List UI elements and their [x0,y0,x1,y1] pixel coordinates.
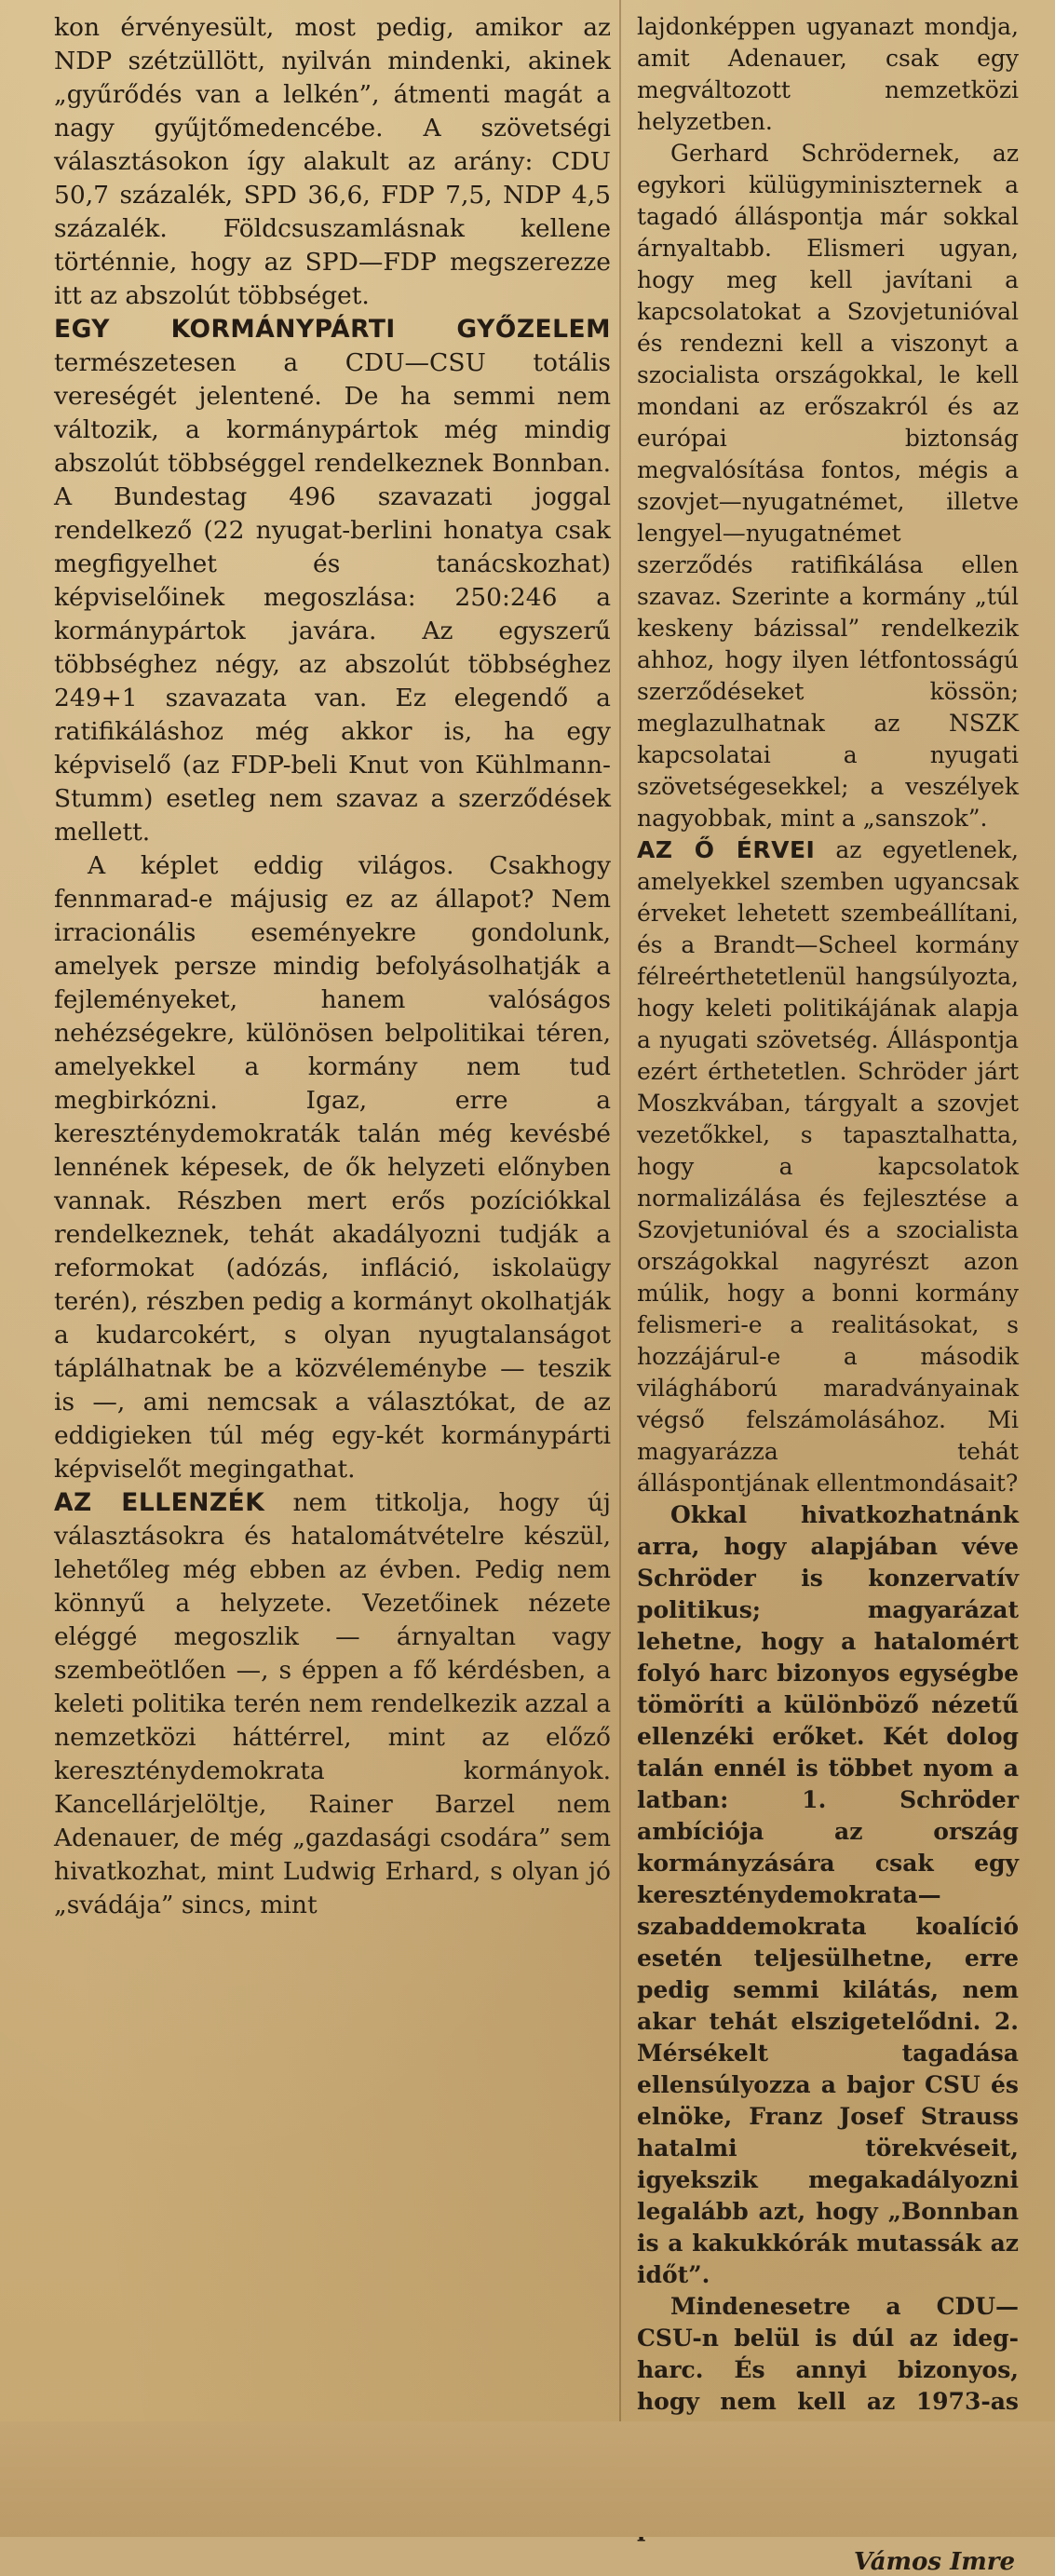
right-paragraph-3 [637,834,1019,1499]
left-paragraph-1-text: kon érvényesült, most pedig, amikor az NDP szétzüllött, nyilván mindenki, akinek „gyűrődés van a lelkén”, átmenti magát a nagy gyűjtőmedencébe. A szövetségi választásokon így alakult az arány: CDU 50,7 százalék, SPD 36,6, FDP 7,5, NDP 4,5 százalék. Földcsuszamlásnak kellene történnie, hogy az SPD—FDP megszerezze itt az abszolút többséget. [54,13,611,310]
left-paragraph-4-text: nem titkolja, hogy új választásokra és hatalomátvételre készül, lehetőleg még ebben az évben. Pedig nem könnyű a helyzete. Vezetőinek nézete eléggé megoszlik — árnyaltan vagy szembeötlően —, s éppen a fő kérdésben, a keleti politika terén nem rendelkezik azzal a nemzetközi háttérrel, mint az előző kereszténydemokrata kormányok. Kancellárjelöltje, Rainer Barzel nem Adenauer, de még „gazdasági csodára” sem hivatkozhat, mint Ludwig Erhard, s olyan jó „svádája” sincs, mint [54,1488,611,1919]
left-paragraph-4 [54,1486,611,1922]
subhead-az-ellenzek: AZ ELLENZÉK [54,1488,265,1517]
subhead-egy-kormanyparti: EGY KORMÁNYPÁRTI GYŐZELEM [54,315,611,344]
left-paragraph-2 [54,313,611,849]
left-paragraph-3 [54,849,611,1486]
paper-bottom-margin [0,2421,1055,2537]
right-paragraph-4 [637,1499,1019,2291]
left-paragraph-1 [54,11,611,313]
right-paragraph-1-text: lajdonképpen ugyanazt mondja, amit Adenauer, csak egy megváltozott nemzetközi helyzetben. [637,13,1019,135]
subhead-az-o-ervei: AZ Ő ÉRVEI [637,836,816,863]
left-paragraph-2-text: természetesen a CDU—CSU totális vereségét jelentené. De ha semmi nem változik, a kormánypártok még mindig abszolút többséggel rendelkeznek Bonnban. A Bundestag 496 szavazati joggal rendelkező (22 nyugat-berlini honatya csak megfigyelhet és tanácskozhat) képviselőinek megoszlása: 250:246 a kormánypártok javára. Az egyszerű többséghez négy, az abszolút többséghez 249+1 szavazata van. Ez elegendő a ratifikáláshoz még akkor is, ha egy képviselő (az FDP-beli Knut von Kühlmann-Stumm) esetleg nem szavaz a szerződések mellett. [54,348,611,847]
column-fold-line [619,0,621,2537]
right-paragraph-3-text: az egyetlenek, amelyekkel szemben ugyancsak érveket lehetett szembeállítani, és a Brandt—Scheel kormány félreérthetetlenül hangsúlyozta, hogy keleti politikájának alapja a nyugati szövetség. Álláspontja ezért érthetetlen. Schröder járt Moszkvában, tárgyalt a szovjet vezetőkkel, s tapasztalhatta, hogy a kapcsolatok normalizálása és fejlesztése a Szovjetunióval és a szocialista országokkal nagyrészt azon múlik, hogy a bonni kormány felismeri-e a realitásokat, s hozzájárul-e a második világháború maradványainak végső felszámolásához. Mi magyarázza tehát álláspontjának ellentmondásait? [637,836,1019,1497]
right-paragraph-2-text: Gerhard Schrödernek, az egykori külügyminiszternek a tagadó álláspontja már sokkal árnyaltabb. Elismeri ugyan, hogy meg kell javítani a kapcsolatokat a Szovjetunióval és rendezni kell a viszonyt a szocialista országokkal, le kell mondani az erőszakról és az európai biztonság megvalósítása fontos, mégis a szovjet—nyugatnémet, illetve lengyel—nyugatnémet szerződés ratifikálása ellen szavaz. Szerinte a kormány „túl keskeny bázissal” rendelkezik ahhoz, hogy ilyen létfontosságú szerződéseket kössön; meglazulhatnak az NSZK kapcsolatai a nyugati szövetségesekkel; a veszélyek nagyobbak, mint a „sanszok”. [637,140,1019,832]
right-paragraph-4-text: Okkal hivatkozhatnánk arra, hogy alapjában véve Schröder is konzervatív politikus; magyarázat lehetne, hogy a hatalomért folyó harc bizonyos egységbe tömöríti a különböző nézetű ellenzéki erőket. Két dolog talán ennél is többet nyom a latban: 1. Schröder ambíciója az ország kormányzására csak egy kereszténydemokrata—szabaddemokrata koalíció esetén teljesülhetne, erre pedig semmi kilátás, nem akar tehát elszigetelődni. 2. Mérsékelt tagadása ellensúlyozza a bajor CSU és elnöke, Franz Josef Strauss hatalmi törekvéseit, igyekszik megakadályozni legalább azt, hogy „Bonnban is a kakukkórák mutassák az időt”. [637,1501,1019,2288]
left-paragraph-3-text: A képlet eddig világos. Csakhogy fennmarad-e májusig ez az állapot? Nem irracionális eseményekre gondolunk, amelyek persze mindig befolyásolhatják a fejleményeket, hanem valóságos nehézségekre, különösen belpolitikai téren, amelyekkel a kormány nem tud megbirkózni. Igaz, erre a kereszténydemokraták talán még kevésbé lennének képesek, de ők helyzeti előnyben vannak. Részben mert erős pozíciókkal rendelkeznek, tehát akadályozni tudják a reformokat (adózás, infláció, iskolaügy terén), részben pedig a kormányt okolhatják a kudarcokért, s olyan nyugtalanságot táplálhatnak be a közvéleménybe — teszik is —, ami nemcsak a választókat, de az eddigieken túl még egy-két kormánypárti képviselőt megingathat. [54,851,611,1484]
right-paragraph-2 [637,138,1019,834]
author-signature: Vámos Imre [853,2548,1015,2576]
right-paragraph-5-text: Mindenesetre a CDU—CSU-n belül is dúl az ideg-harc. És annyi bizonyos, hogy nem kell az 1973-as [637,2293,1019,2415]
article-right-column [637,11,1019,2576]
article-left-column [54,11,611,2414]
right-paragraph-1 [637,11,1019,138]
